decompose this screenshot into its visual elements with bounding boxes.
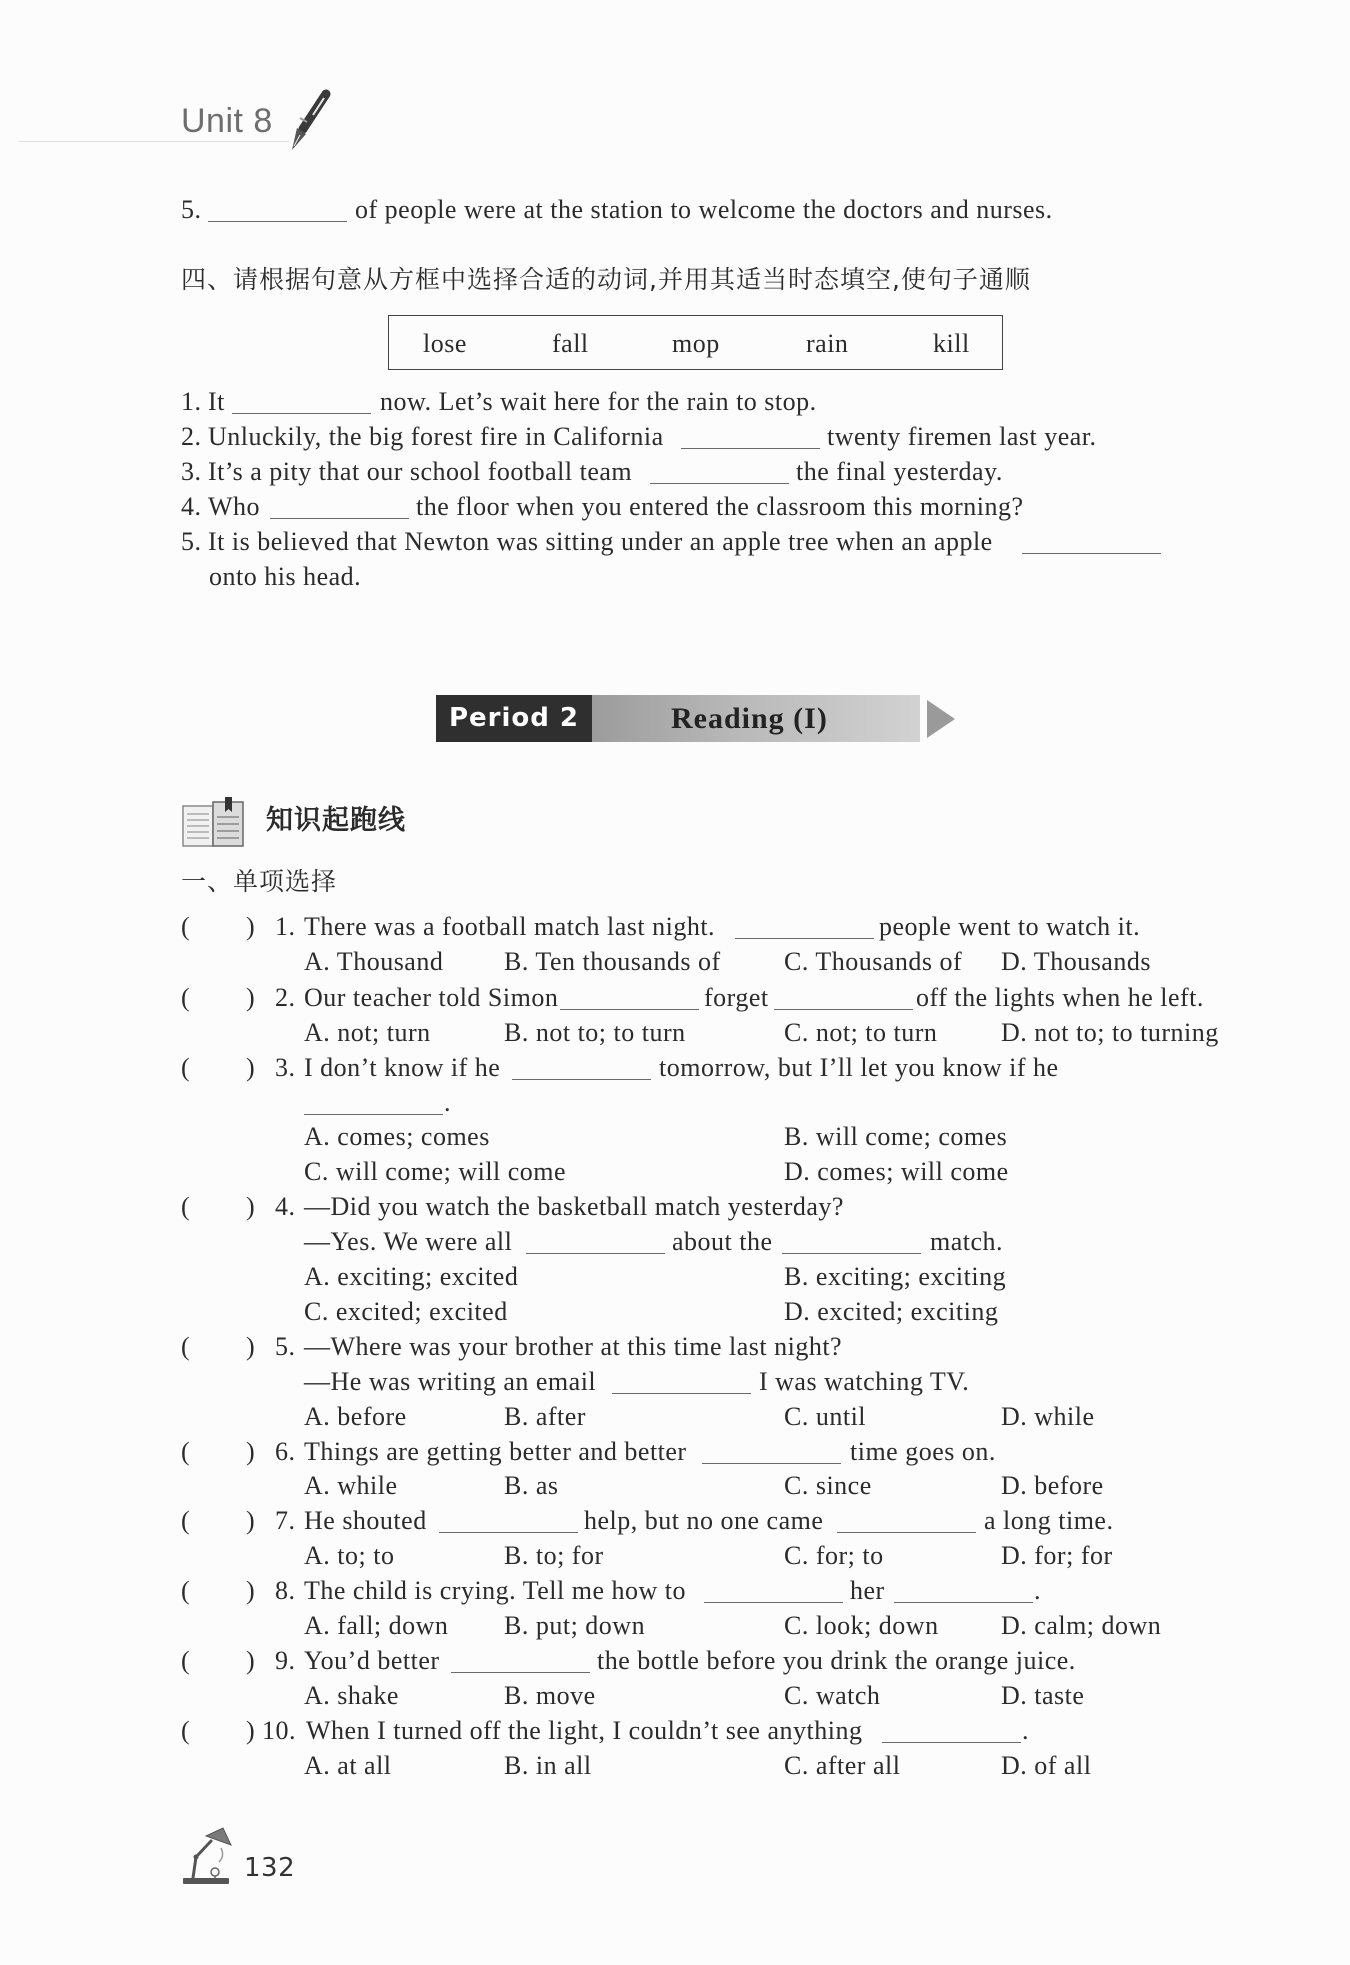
option-b: B. after bbox=[504, 1402, 586, 1431]
question-number: 1. bbox=[275, 912, 296, 941]
question-line bbox=[0, 1330, 1350, 1364]
answer-blank bbox=[681, 420, 820, 449]
option-d: D. excited; exciting bbox=[784, 1297, 999, 1326]
options-row bbox=[0, 1295, 1350, 1329]
option-c: C. until bbox=[784, 1402, 867, 1431]
answer-parenthesis-close: ) bbox=[246, 983, 256, 1012]
option-c: C. watch bbox=[784, 1681, 881, 1710]
answer-parenthesis-close: ) bbox=[246, 1192, 256, 1221]
answer-blank bbox=[439, 1504, 578, 1533]
word-box-item: rain bbox=[806, 329, 849, 358]
question-text: —Where was your brother at this time last night? bbox=[304, 1332, 843, 1361]
option-c: C. look; down bbox=[784, 1611, 939, 1640]
options-row bbox=[0, 1539, 1350, 1573]
answer-blank bbox=[208, 193, 347, 222]
question-text: match. bbox=[930, 1227, 1004, 1256]
question-text: tomorrow, but I’ll let you know if he bbox=[659, 1053, 1059, 1082]
item-text-after: now. Let’s wait here for the rain to stop. bbox=[380, 387, 817, 416]
question-line bbox=[0, 1574, 1350, 1608]
option-b: B. in all bbox=[504, 1751, 592, 1780]
item-text-before: It’s a pity that our school football team bbox=[208, 457, 633, 486]
answer-blank bbox=[650, 455, 789, 484]
option-a: A. to; to bbox=[304, 1541, 395, 1570]
question-text: . bbox=[1034, 1576, 1041, 1605]
answer-blank bbox=[512, 1051, 651, 1080]
answer-parenthesis-close: ) bbox=[246, 912, 256, 941]
answer-parenthesis-open: ( bbox=[181, 983, 191, 1012]
word-box bbox=[388, 315, 1003, 370]
period-title: Reading (I) bbox=[671, 702, 828, 735]
answer-blank bbox=[735, 910, 874, 939]
section-1-heading: 一、单项选择 bbox=[181, 867, 338, 896]
question-number: 2. bbox=[275, 983, 296, 1012]
banner-arrow-icon bbox=[925, 698, 957, 740]
item-text-after: the floor when you entered the classroom this morning? bbox=[416, 492, 1024, 521]
options-row bbox=[0, 1400, 1350, 1434]
answer-parenthesis-close: ) bbox=[246, 1053, 256, 1082]
answer-blank bbox=[704, 1574, 843, 1603]
item-text-before: Unluckily, the big forest fire in California bbox=[208, 422, 664, 451]
option-a: A. while bbox=[304, 1471, 398, 1500]
question-text: the bottle before you drink the orange juice. bbox=[597, 1646, 1076, 1675]
options-row bbox=[0, 945, 1350, 979]
answer-blank bbox=[232, 385, 371, 414]
question-line bbox=[0, 1435, 1350, 1469]
answer-blank bbox=[526, 1225, 665, 1254]
question-line bbox=[0, 1365, 1350, 1399]
question-line bbox=[0, 1644, 1350, 1678]
option-b: B. Ten thousands of bbox=[504, 947, 721, 976]
question-text: people went to watch it. bbox=[879, 912, 1141, 941]
question-text: I don’t know if he bbox=[304, 1053, 501, 1082]
answer-blank bbox=[774, 981, 913, 1010]
answer-parenthesis-close: ) bbox=[246, 1332, 256, 1361]
item-number: 5. bbox=[181, 527, 202, 556]
answer-parenthesis-open: ( bbox=[181, 1716, 191, 1745]
option-a: A. exciting; excited bbox=[304, 1262, 519, 1291]
options-row bbox=[0, 1609, 1350, 1643]
page-number: 132 bbox=[244, 1853, 296, 1883]
question-text: Our teacher told Simon bbox=[304, 983, 559, 1012]
option-a: A. comes; comes bbox=[304, 1122, 490, 1151]
answer-parenthesis-open: ( bbox=[181, 1646, 191, 1675]
question-number: 6. bbox=[275, 1437, 296, 1466]
fill-in-item-1 bbox=[0, 385, 1350, 419]
question-text: off the lights when he left. bbox=[916, 983, 1204, 1012]
item-text-after: the final yesterday. bbox=[796, 457, 1003, 486]
fill-in-item-3 bbox=[0, 455, 1350, 489]
question-text: —He was writing an email bbox=[304, 1367, 597, 1396]
word-box-item: lose bbox=[423, 329, 467, 358]
answer-parenthesis-open: ( bbox=[181, 912, 191, 941]
word-box-item: fall bbox=[552, 329, 589, 358]
option-a: A. Thousand bbox=[304, 947, 444, 976]
fill-in-item-5 bbox=[0, 525, 1350, 559]
item-text-after: onto his head. bbox=[209, 562, 362, 591]
item-text-before: It bbox=[208, 387, 225, 416]
question-number: 8. bbox=[275, 1576, 296, 1605]
question-line bbox=[0, 1504, 1350, 1538]
item-number: 1. bbox=[181, 387, 202, 416]
answer-blank bbox=[782, 1225, 921, 1254]
item-text-before: It is believed that Newton was sitting under an apple tree when an apple bbox=[208, 527, 993, 556]
item-number: 4. bbox=[181, 492, 202, 521]
answer-parenthesis-open: ( bbox=[181, 1332, 191, 1361]
options-row bbox=[0, 1749, 1350, 1783]
answer-blank bbox=[270, 490, 409, 519]
option-c: C. since bbox=[784, 1471, 872, 1500]
option-d: D. comes; will come bbox=[784, 1157, 1009, 1186]
option-a: A. before bbox=[304, 1402, 407, 1431]
options-row bbox=[0, 1155, 1350, 1189]
previous-exercise-item-5 bbox=[0, 193, 1350, 227]
unit-label: Unit 8 bbox=[181, 102, 273, 140]
question-text: forget bbox=[704, 983, 769, 1012]
question-text: help, but no one came bbox=[584, 1506, 824, 1535]
option-b: B. as bbox=[504, 1471, 559, 1500]
option-c: C. excited; excited bbox=[304, 1297, 508, 1326]
question-text: The child is crying. Tell me how to bbox=[304, 1576, 687, 1605]
answer-blank bbox=[612, 1365, 751, 1394]
section-4-heading: 四、请根据句意从方框中选择合适的动词,并用其适当时态填空,使句子通顺 bbox=[181, 265, 1031, 294]
question-text: You’d better bbox=[304, 1646, 440, 1675]
question-number: 5. bbox=[275, 1332, 296, 1361]
option-a: A. not; turn bbox=[304, 1018, 431, 1047]
question-text: time goes on. bbox=[850, 1437, 996, 1466]
item-number: 5. bbox=[181, 195, 202, 224]
option-b: B. not to; to turn bbox=[504, 1018, 686, 1047]
question-text: . bbox=[1022, 1716, 1029, 1745]
question-text: He shouted bbox=[304, 1506, 427, 1535]
answer-parenthesis-close: ) bbox=[246, 1506, 256, 1535]
options-row bbox=[0, 1120, 1350, 1154]
option-d: D. calm; down bbox=[1001, 1611, 1162, 1640]
answer-blank bbox=[837, 1504, 976, 1533]
question-line bbox=[0, 1086, 1350, 1120]
question-text: There was a football match last night. bbox=[304, 912, 716, 941]
item-text-after: of people were at the station to welcome the doctors and nurses. bbox=[355, 195, 1053, 224]
option-c: C. after all bbox=[784, 1751, 901, 1780]
question-line bbox=[0, 1714, 1350, 1748]
fill-in-item-2 bbox=[0, 420, 1350, 454]
question-text: —Yes. We were all bbox=[304, 1227, 513, 1256]
option-c: C. Thousands of bbox=[784, 947, 963, 976]
book-icon bbox=[181, 797, 247, 849]
options-row bbox=[0, 1260, 1350, 1294]
option-d: D. taste bbox=[1001, 1681, 1085, 1710]
option-c: C. for; to bbox=[784, 1541, 884, 1570]
answer-parenthesis-close: ) bbox=[246, 1576, 256, 1605]
answer-blank bbox=[451, 1644, 590, 1673]
fill-in-item-5-continuation bbox=[0, 560, 1350, 594]
option-b: B. will come; comes bbox=[784, 1122, 1008, 1151]
pen-icon bbox=[284, 88, 334, 154]
word-box-item: mop bbox=[672, 329, 720, 358]
option-a: A. shake bbox=[304, 1681, 399, 1710]
period-banner bbox=[436, 695, 920, 742]
question-text: a long time. bbox=[984, 1506, 1114, 1535]
answer-blank bbox=[702, 1435, 841, 1464]
option-d: D. for; for bbox=[1001, 1541, 1113, 1570]
question-line bbox=[0, 1225, 1350, 1259]
question-text: —Did you watch the basketball match yesterday? bbox=[304, 1192, 844, 1221]
answer-parenthesis-open: ( bbox=[181, 1192, 191, 1221]
question-number: 4. bbox=[275, 1192, 296, 1221]
question-number: 9. bbox=[275, 1646, 296, 1675]
question-line bbox=[0, 981, 1350, 1015]
options-row bbox=[0, 1016, 1350, 1050]
answer-blank bbox=[894, 1574, 1033, 1603]
question-text: . bbox=[444, 1088, 451, 1117]
question-number: 7. bbox=[275, 1506, 296, 1535]
option-b: B. put; down bbox=[504, 1611, 646, 1640]
period-label: Period 2 bbox=[436, 695, 592, 742]
question-text: I was watching TV. bbox=[759, 1367, 970, 1396]
option-a: A. fall; down bbox=[304, 1611, 449, 1640]
answer-blank bbox=[560, 981, 699, 1010]
option-a: A. at all bbox=[304, 1751, 392, 1780]
answer-parenthesis-close: ) bbox=[246, 1716, 256, 1745]
answer-blank bbox=[304, 1086, 443, 1115]
answer-blank bbox=[1022, 525, 1161, 554]
option-d: D. of all bbox=[1001, 1751, 1092, 1780]
question-line bbox=[0, 1190, 1350, 1224]
answer-parenthesis-close: ) bbox=[246, 1437, 256, 1466]
question-text: When I turned off the light, I couldn’t see anything bbox=[306, 1716, 863, 1745]
option-b: B. exciting; exciting bbox=[784, 1262, 1007, 1291]
answer-parenthesis-open: ( bbox=[181, 1506, 191, 1535]
answer-blank bbox=[882, 1714, 1021, 1743]
option-b: B. to; for bbox=[504, 1541, 604, 1570]
header-rule bbox=[19, 141, 289, 142]
option-c: C. not; to turn bbox=[784, 1018, 938, 1047]
fill-in-item-4 bbox=[0, 490, 1350, 524]
answer-parenthesis-open: ( bbox=[181, 1576, 191, 1605]
answer-parenthesis-close: ) bbox=[246, 1646, 256, 1675]
option-d: D. not to; to turning bbox=[1001, 1018, 1219, 1047]
knowledge-section-title: 知识起跑线 bbox=[266, 805, 406, 836]
option-c: C. will come; will come bbox=[304, 1157, 567, 1186]
options-row bbox=[0, 1469, 1350, 1503]
question-number: 10. bbox=[262, 1716, 296, 1745]
item-number: 3. bbox=[181, 457, 202, 486]
question-text: about the bbox=[672, 1227, 773, 1256]
question-line bbox=[0, 1051, 1350, 1085]
question-text: Things are getting better and better bbox=[304, 1437, 687, 1466]
lamp-icon bbox=[181, 1826, 239, 1886]
item-text-before: Who bbox=[208, 492, 261, 521]
answer-parenthesis-open: ( bbox=[181, 1053, 191, 1082]
item-text-after: twenty firemen last year. bbox=[827, 422, 1097, 451]
question-line bbox=[0, 910, 1350, 944]
question-text: her bbox=[850, 1576, 885, 1605]
option-d: D. before bbox=[1001, 1471, 1104, 1500]
option-b: B. move bbox=[504, 1681, 596, 1710]
options-row bbox=[0, 1679, 1350, 1713]
option-d: D. while bbox=[1001, 1402, 1095, 1431]
option-d: D. Thousands bbox=[1001, 947, 1151, 976]
answer-parenthesis-open: ( bbox=[181, 1437, 191, 1466]
question-number: 3. bbox=[275, 1053, 296, 1082]
word-box-item: kill bbox=[933, 329, 970, 358]
period-title-bar bbox=[592, 695, 920, 742]
item-number: 2. bbox=[181, 422, 202, 451]
